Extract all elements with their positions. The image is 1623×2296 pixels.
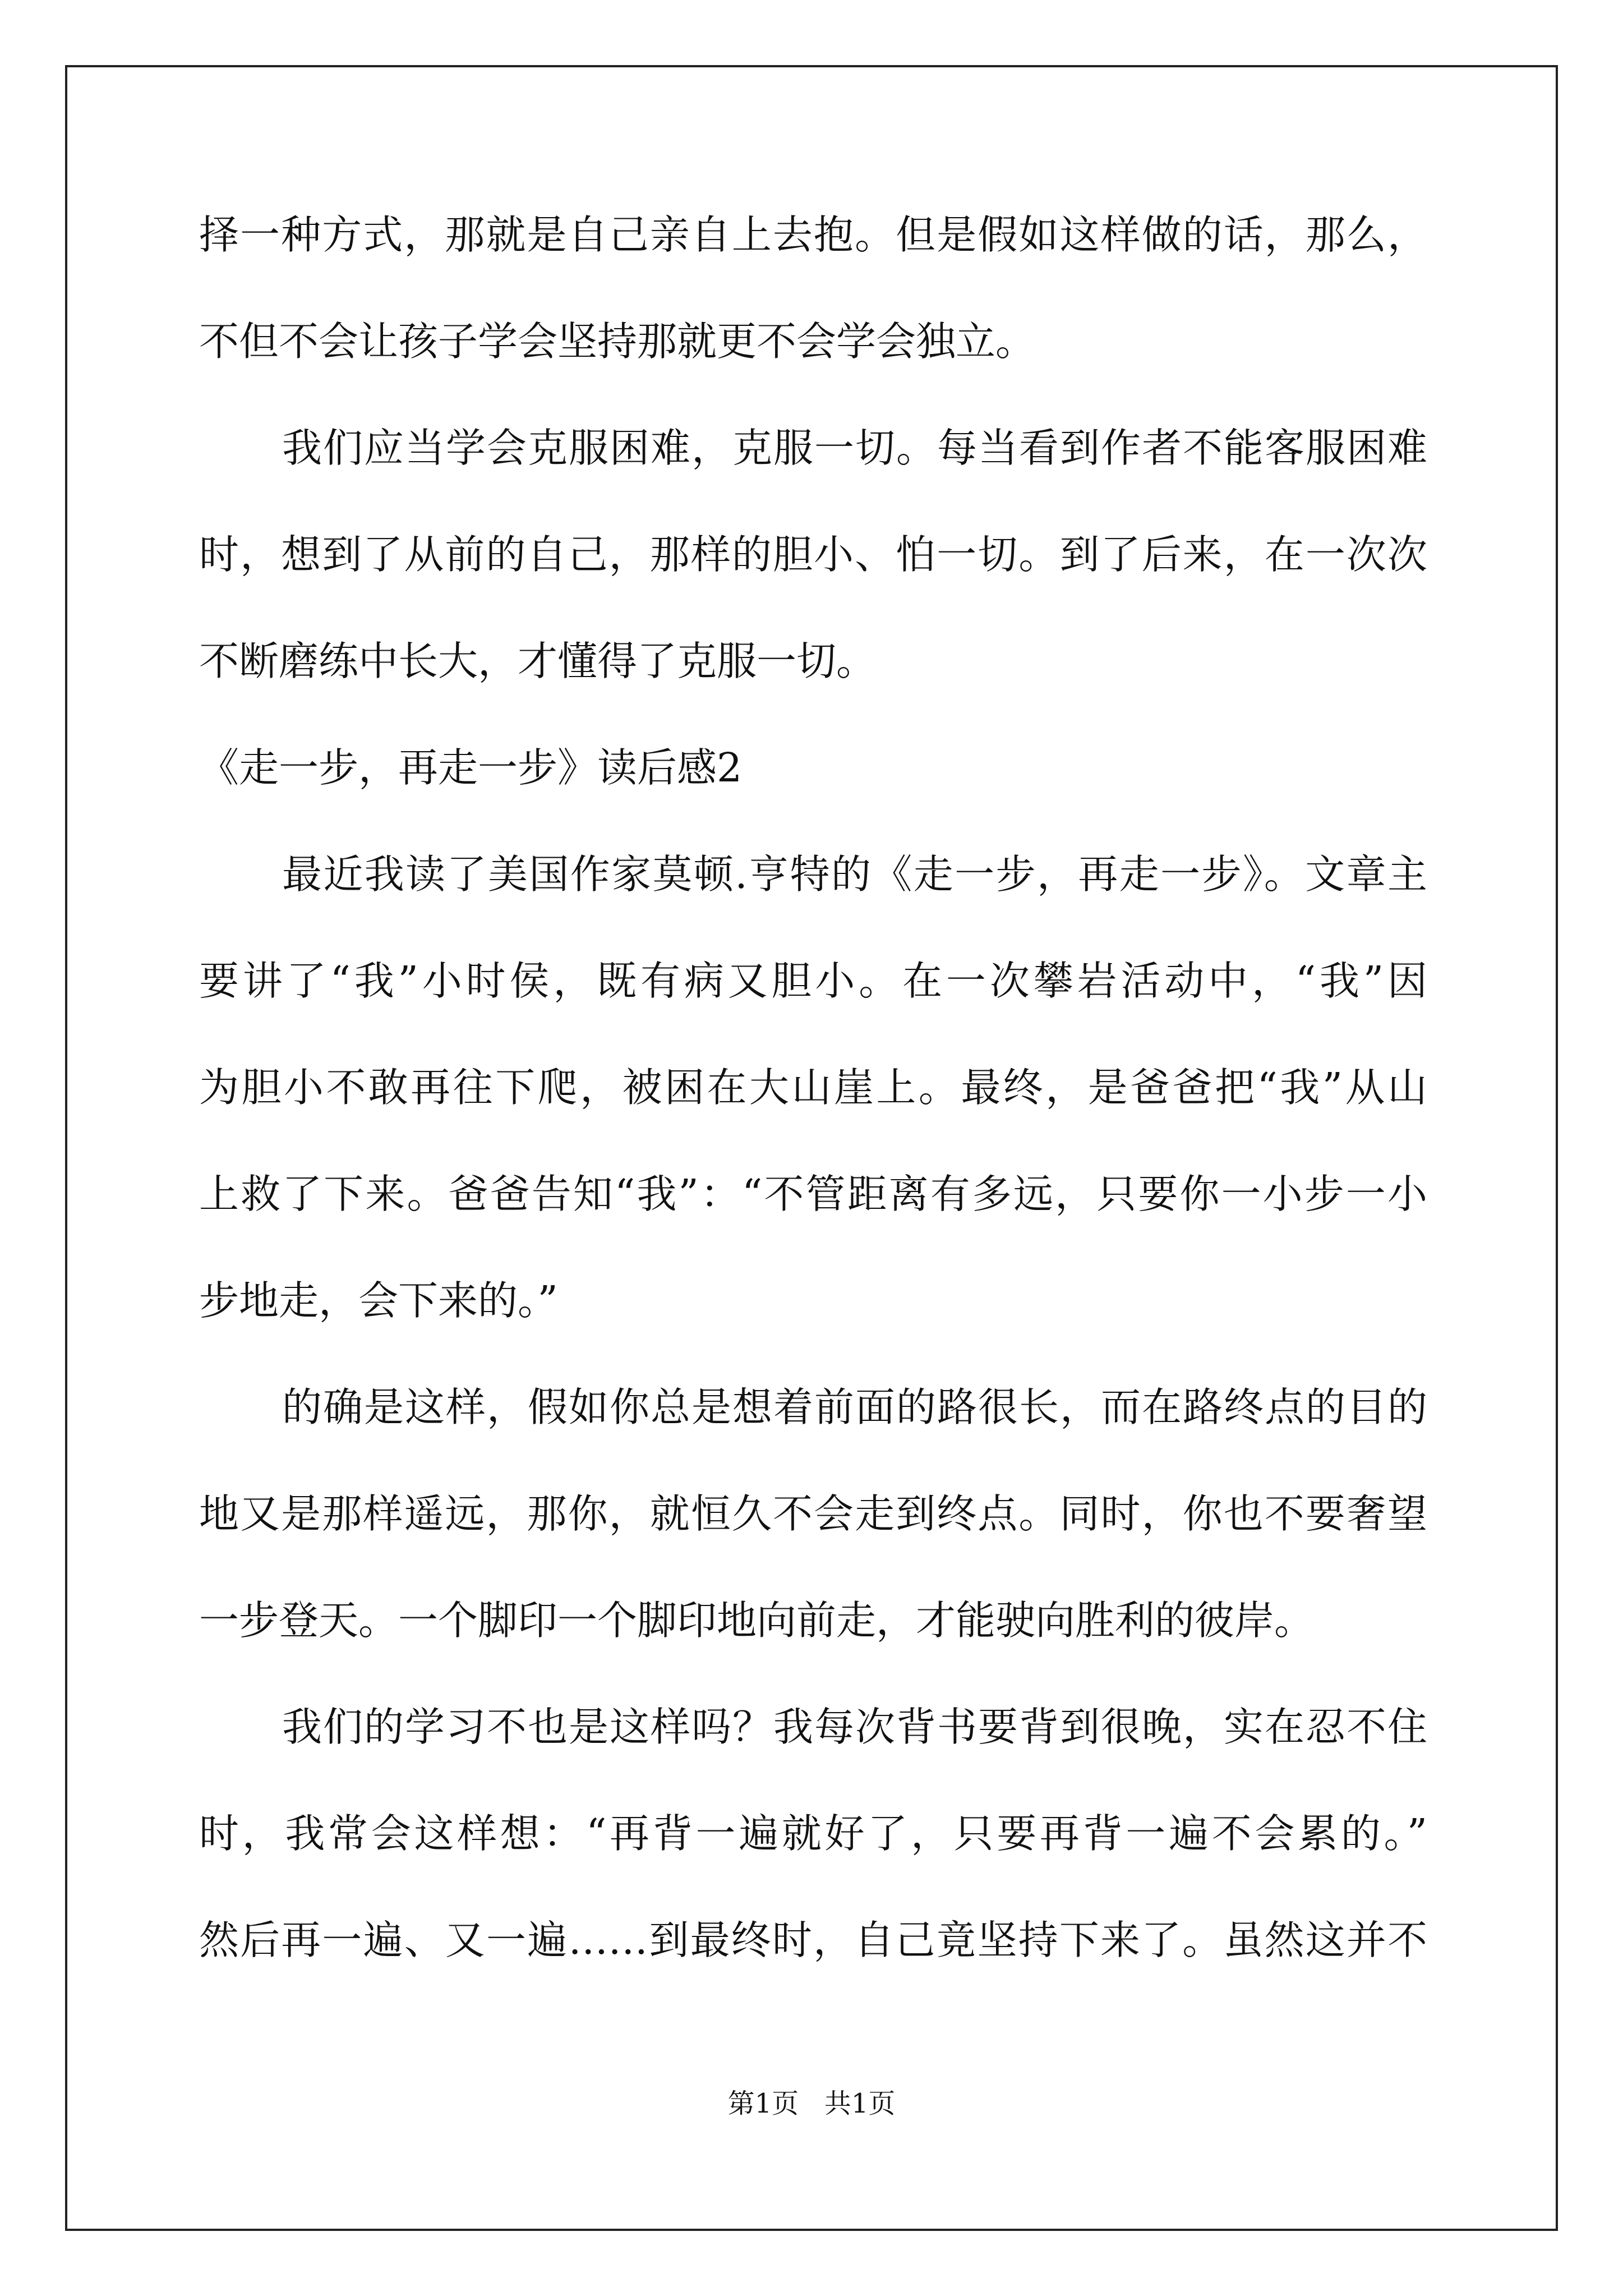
text-line: 最近我读了美国作家莫顿.亨特的《走一步，再走一步》。文章主 bbox=[282, 851, 1427, 898]
text-line: 我们的学习不也是这样吗？我每次背书要背到很晚，实在忍不住 bbox=[282, 1704, 1427, 1750]
text-line: 为胆小不敢再往下爬，被困在大山崖上。最终，是爸爸把“我”从山 bbox=[199, 1064, 1427, 1111]
text-line: 时，我常会这样想：“再背一遍就好了，只要再背一遍不会累的。” bbox=[199, 1810, 1427, 1857]
text-line: 我们应当学会克服困难，克服一切。每当看到作者不能客服困难 bbox=[282, 425, 1427, 471]
text-line: 择一种方式，那就是自己亲自上去抱。但是假如这样做的话，那么， bbox=[199, 211, 1427, 258]
text-line: 一步登天。一个脚印一个脚印地向前走，才能驶向胜利的彼岸。 bbox=[199, 1597, 1315, 1644]
text-line: 不但不会让孩子学会坚持那就更不会学会独立。 bbox=[199, 318, 1036, 365]
text-line: 的确是这样，假如你总是想着前面的路很长，而在路终点的目的 bbox=[282, 1384, 1427, 1430]
text-line: 步地走，会下来的。” bbox=[199, 1277, 558, 1324]
text-line: 上救了下来。爸爸告知“我”：“不管距离有多远，只要你一小步一小 bbox=[199, 1171, 1427, 1217]
text-line: 要讲了“我”小时侯，既有病又胆小。在一次攀岩活动中，“我”因 bbox=[199, 958, 1427, 1004]
page-border bbox=[65, 65, 1558, 2231]
text-line: 时，想到了从前的自己，那样的胆小、怕一切。到了后来，在一次次 bbox=[199, 531, 1427, 578]
text-line: 地又是那样遥远，那你，就恒久不会走到终点。同时，你也不要奢望 bbox=[199, 1490, 1427, 1537]
text-line: 不断磨练中长大，才懂得了克服一切。 bbox=[199, 638, 877, 684]
section-heading: 《走一步，再走一步》读后感2 bbox=[199, 744, 743, 791]
page-footer: 第1页 共1页 bbox=[727, 2088, 896, 2119]
text-line: 然后再一遍、又一遍……到最终时，自己竟坚持下来了。虽然这并不 bbox=[199, 1917, 1427, 1963]
